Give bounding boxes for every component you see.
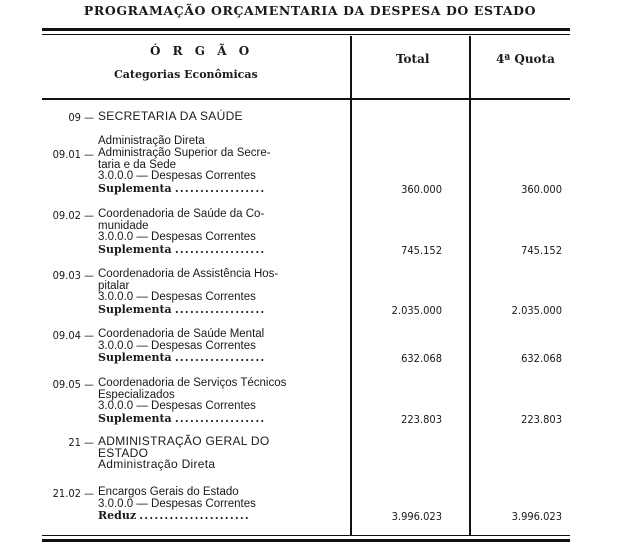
entry-action: Suplementa bbox=[98, 181, 172, 195]
entry-code: 09.03 — bbox=[52, 269, 94, 282]
entry-desc bbox=[98, 209, 338, 256]
entry-desc-line: ESTADO bbox=[98, 445, 149, 460]
value-quota: 360.000 bbox=[521, 183, 562, 196]
entry-action: Reduz bbox=[98, 509, 137, 522]
entry-desc bbox=[98, 378, 338, 425]
bottom-rule-thin bbox=[42, 535, 570, 536]
entry-action-line bbox=[98, 244, 338, 257]
value-quota: 632.068 bbox=[521, 352, 562, 365]
leader-dots: .................. bbox=[174, 302, 266, 316]
entry-desc bbox=[98, 436, 338, 471]
entry-desc-line: Especializados bbox=[98, 388, 175, 401]
entry-code: 09 — bbox=[68, 111, 94, 124]
entry-desc-line: Coordenadoria de Assistência Hos- bbox=[98, 268, 279, 280]
entry-code: 09.02 — bbox=[52, 209, 94, 222]
entry-desc-line: Coordenadoria de Saúde da Co- bbox=[98, 208, 265, 220]
header-rule bbox=[42, 98, 570, 100]
leader-dots: .................. bbox=[174, 242, 266, 256]
entry-post-label: Administração Direta bbox=[98, 457, 216, 471]
entry-action-line bbox=[98, 304, 338, 317]
bottom-rule-thick bbox=[42, 539, 570, 542]
entry-desc-line: taria e da Sede bbox=[98, 158, 177, 171]
entry-desc-line: Administração Superior da Secre- bbox=[98, 147, 271, 159]
entry-code: 09.05 — bbox=[52, 378, 94, 391]
entry-desc bbox=[98, 148, 338, 195]
entry-action-line bbox=[98, 352, 338, 365]
document-title: PROGRAMAÇÃO ORÇAMENTARIA DA DESPESA DO ESTADO bbox=[83, 3, 537, 18]
entry-desc-line: Encargos Gerais do Estado bbox=[98, 486, 239, 498]
value-total: 3.996.023 bbox=[391, 510, 442, 523]
entry-desc-line: pitalar bbox=[98, 279, 130, 292]
entry-desc bbox=[98, 329, 338, 365]
entry-pre-label: Administração Direta bbox=[98, 135, 205, 147]
entry-desc-line: ADMINISTRAÇÃO GERAL DO bbox=[98, 434, 270, 448]
top-rule-thin bbox=[42, 34, 570, 35]
value-quota: 745.152 bbox=[521, 244, 562, 257]
entry-action: Suplementa bbox=[98, 351, 172, 364]
header-total: Total bbox=[396, 52, 430, 66]
top-rule-thick bbox=[42, 28, 570, 31]
leader-dots: .................. bbox=[174, 181, 266, 195]
entry-desc-line: Coordenadoria de Serviços Técnicos bbox=[98, 377, 287, 389]
entry-title: SECRETARIA DA SAÚDE bbox=[98, 109, 243, 123]
value-total: 223.803 bbox=[401, 413, 442, 426]
value-total: 632.068 bbox=[401, 352, 442, 365]
entry-sub: 3.0.0.0 — Despesas Correntes bbox=[98, 339, 256, 352]
entry-action-line bbox=[98, 510, 338, 523]
value-total: 360.000 bbox=[401, 183, 442, 196]
leader-dots: .................. bbox=[174, 411, 266, 425]
entry-action: Suplementa bbox=[98, 302, 172, 316]
entry-action: Suplementa bbox=[98, 242, 172, 256]
value-quota: 223.803 bbox=[521, 413, 562, 426]
entry-desc-line: munidade bbox=[98, 219, 149, 232]
leader-dots: ...................... bbox=[139, 509, 250, 522]
value-quota: 2.035.000 bbox=[511, 304, 562, 317]
entry-action-line bbox=[98, 183, 338, 196]
entry-action-line bbox=[98, 413, 338, 426]
entry-action: Suplementa bbox=[98, 411, 172, 425]
header-orgao: Ó R G Ã O bbox=[150, 44, 254, 58]
entry-sub: 3.0.0.0 — Despesas Correntes bbox=[98, 400, 256, 412]
entry-sub: 3.0.0.0 — Despesas Correntes bbox=[98, 170, 256, 182]
value-total: 745.152 bbox=[401, 244, 442, 257]
column-divider-1 bbox=[350, 36, 352, 535]
entry-sub: 3.0.0.0 — Despesas Correntes bbox=[98, 291, 256, 303]
entry-desc bbox=[98, 487, 338, 523]
entry-sub: 3.0.0.0 — Despesas Correntes bbox=[98, 497, 256, 510]
entry-code: 09.01 — bbox=[52, 148, 94, 161]
entry-code: 21.02 — bbox=[52, 487, 94, 500]
header-quota: 4ª Quota bbox=[496, 52, 555, 66]
value-quota: 3.996.023 bbox=[511, 510, 562, 523]
entry-code: 21 — bbox=[68, 436, 94, 449]
leader-dots: .................. bbox=[174, 351, 266, 364]
entry-desc bbox=[98, 269, 338, 316]
entry-sub: 3.0.0.0 — Despesas Correntes bbox=[98, 231, 256, 243]
entry-desc-line: Coordenadoria de Saúde Mental bbox=[98, 328, 265, 340]
value-total: 2.035.000 bbox=[391, 304, 442, 317]
column-divider-2 bbox=[469, 36, 471, 535]
header-categorias: Categorias Econômicas bbox=[114, 68, 258, 81]
entry-code: 09.04 — bbox=[52, 329, 94, 342]
